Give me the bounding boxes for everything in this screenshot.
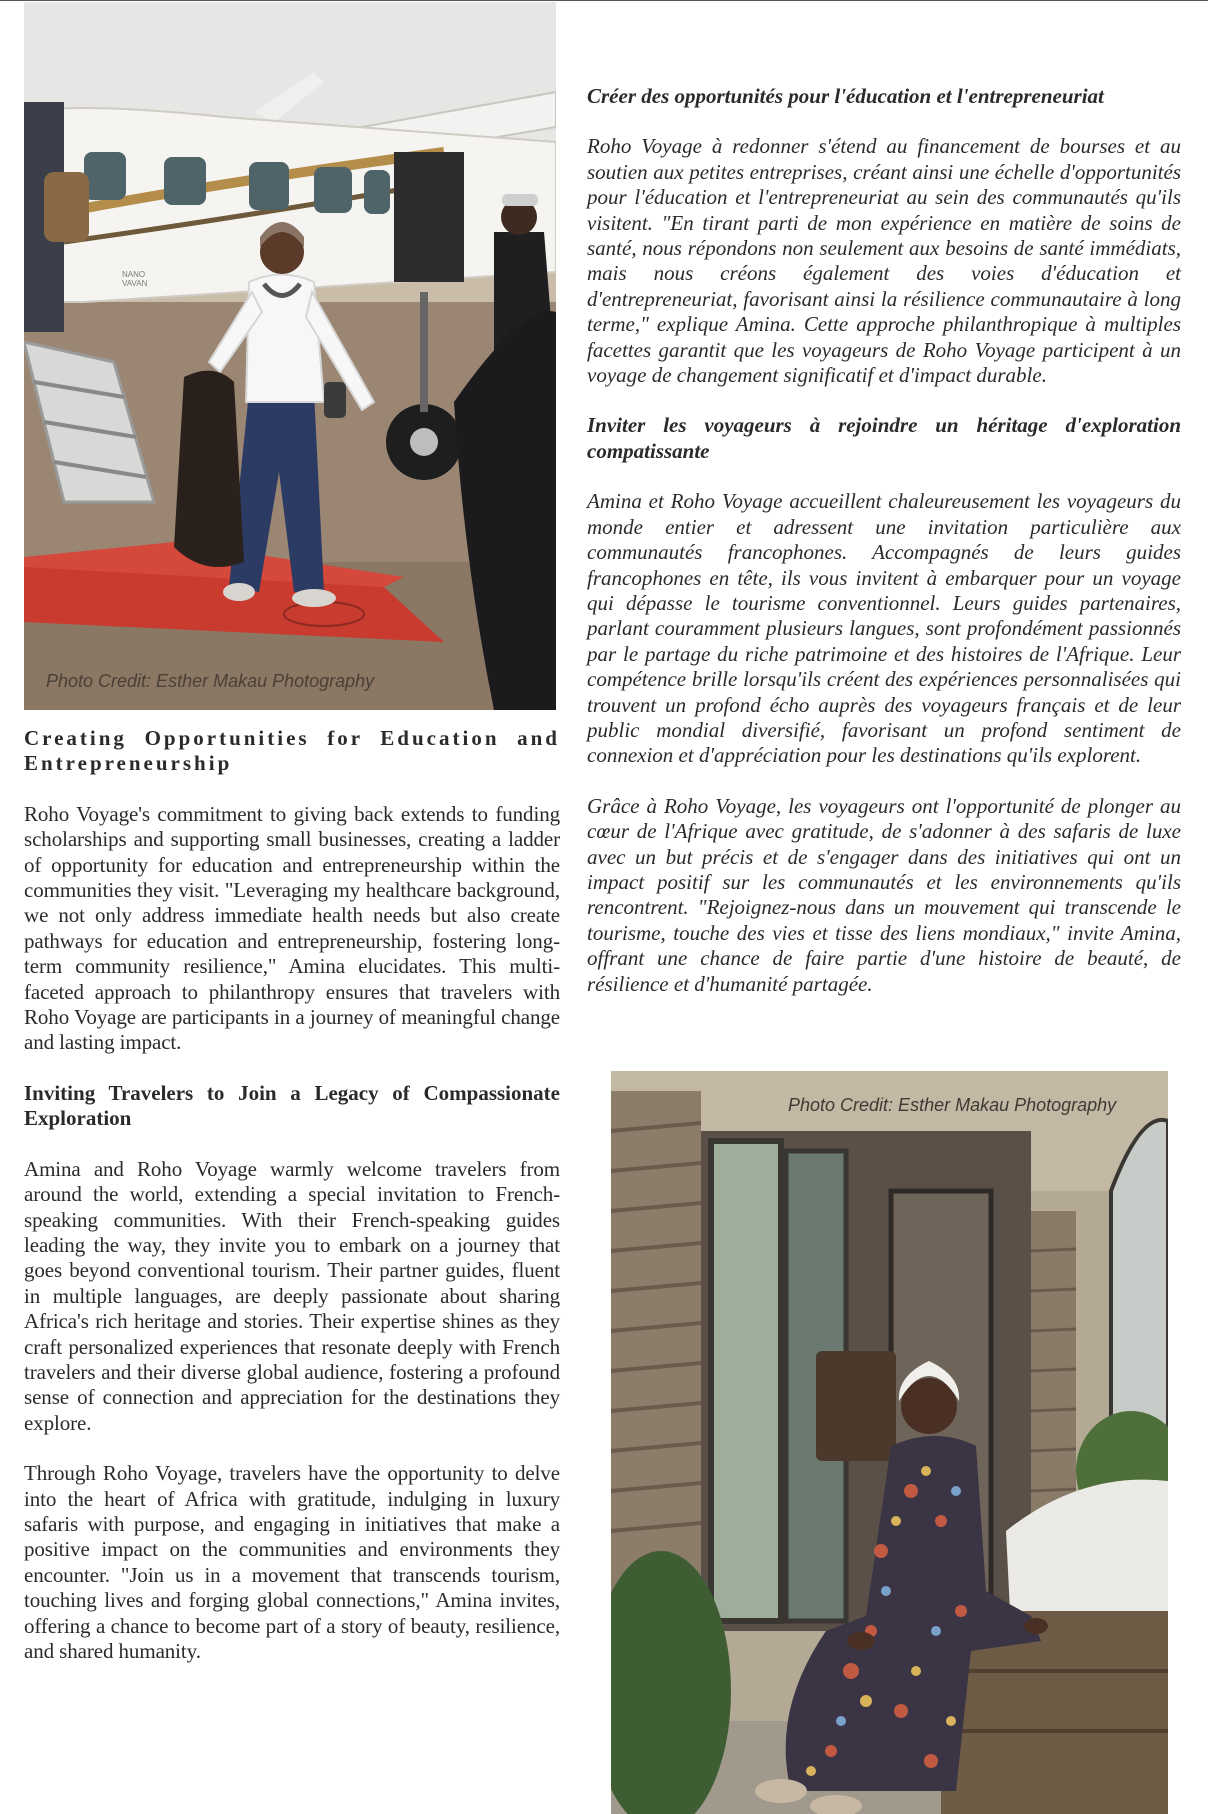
plane-window [364,170,390,214]
french-column [587,84,1181,1022]
plane-window [249,162,289,210]
plane-window [314,167,352,213]
plane-window [164,157,206,205]
paragraph-welcome: Amina and Roho Voyage warmly welcome travelers from around the world, extending a special invitation to French-speaking communities. With their French-speaking guides leading the way, they invite you to embark on a journey that goes beyond conventional tourism. Their partner guides, fluent in multiple languages, are deeply passionate about sharing Africa's rich heritage and stories. Their expertise shines as they craft personalized experiences that resonate deeply with French travelers and their diverse global audience, fostering a profound sense of connection and appreciation for the destinations they explore. [24,1156,560,1435]
airstrip-illustration [24,2,556,710]
english-column [24,726,560,1689]
paragraph-through-roho: Through Roho Voyage, travelers have the opportunity to delve into the heart of Africa with gratitude, indulging in luxury safaris with purpose, and engaging in initiatives that make a positive impact on the communities and environments they encounter. "Join us in a movement that transcends tourism, touching lives and forging global connections," Amina invites, offering a chance to become part of a story of beauty, resilience, and shared humanity. [24,1461,560,1663]
heading-education-entrepreneurship: Creating Opportunities for Education and Entrepreneurship [24,726,560,776]
paragraph-accueillent: Amina et Roho Voyage accueillent chaleureusement les voyageurs du monde entier et adressent une invitation particulière aux communautés francophones. Accompagnés de leurs guides francophones en tête, ils vous invitent à embarquer pour un voyage qui dépasse le tourisme conventionnel. Leurs guides partenaires, parlant couramment plusieurs langues, sont profondément passionnés par le partage du riche patrimoine et des histoires de l'Afrique. Leur compétence brille lorsqu'ils créent des expériences personnalisées qui trouvent un profond écho auprès des voyageurs français et de leur public mondial diversifié, favorisant un profond sentiment de connexion et d'appréciation pour les destinations qu'ils explorent. [587,489,1181,768]
svg-text:NANO: NANO [122,270,146,279]
paragraph-grace: Grâce à Roho Voyage, les voyageurs ont l'opportunité de plonger au cœur de l'Afrique avec gratitude, de s'adonner à des safaris de luxe avec un but précis et de s'engager dans des initiatives qui ont un impact positif sur les communautés et les environnements qu'ils rencontrent. "Rejoignez-nous dans un mouvement qui transcende le tourisme, touche des vies et tisse des liens mondiaux," invite Amina, offrant une chance de faire partie d'une histoire de beauté, de résilience et d'humanité partagée. [587,793,1181,996]
svg-text:VAVAN: VAVAN [122,279,148,288]
heading-inviting-travelers: Inviting Travelers to Join a Legacy of Compassionate Exploration [24,1080,560,1131]
photo-credit-top: Photo Credit: Esther Makau Photography [46,671,375,691]
plane-door [394,152,464,282]
photo-credit-bottom: Photo Credit: Esther Makau Photography [788,1095,1117,1115]
heading-inviter-voyageurs: Inviter les voyageurs à rejoindre un héritage d'exploration compatissante [587,413,1181,463]
photo-portrait-bench [611,1071,1168,1814]
paragraph-commitment: Roho Voyage's commitment to giving back extends to funding scholarships and supporting small businesses, creating a ladder of opportunity for education and entrepreneurship within the communities they visit. "Leveraging my healthcare background, we not only address immediate health needs but also create pathways for education and entrepreneurship, fostering long-term community resilience," Amina elucidates. This multi-faceted approach to philanthropy ensures that travelers with Roho Voyage are participants in a journey of meaningful change and lasting impact. [24,801,560,1055]
plane-window [84,152,126,200]
carried-jacket [174,371,244,567]
portrait-illustration [611,1071,1168,1814]
heading-creer-opportunites: Créer des opportunités pour l'éducation et l'entrepreneuriat [587,84,1104,108]
photo-airstrip-arrival [24,2,556,710]
top-rule [0,0,1208,1]
interior-chair [816,1351,896,1461]
arched-window [1111,1120,1168,1431]
glass-door-left [711,1141,781,1621]
paragraph-redonner: Roho Voyage à redonner s'étend au financement de bourses et au soutien aux petites entreprises, créant ainsi une échelle d'opportunités pour l'éducation et l'entrepreneuriat au sein des communautés qu'ils visitent. "En tirant parti de mon expérience en matière de soins de santé, nous répondons non seulement aux besoins de santé immédiats, mais nous créons également des voies d'éducation et d'entrepreneuriat, favorisant ainsi la résilience communautaire à long terme," explique Amina. Cette approche philanthropique à multiples facettes garantit que les voyageurs de Roho Voyage participent à un voyage de changement significatif et d'impact durable. [587,134,1181,388]
